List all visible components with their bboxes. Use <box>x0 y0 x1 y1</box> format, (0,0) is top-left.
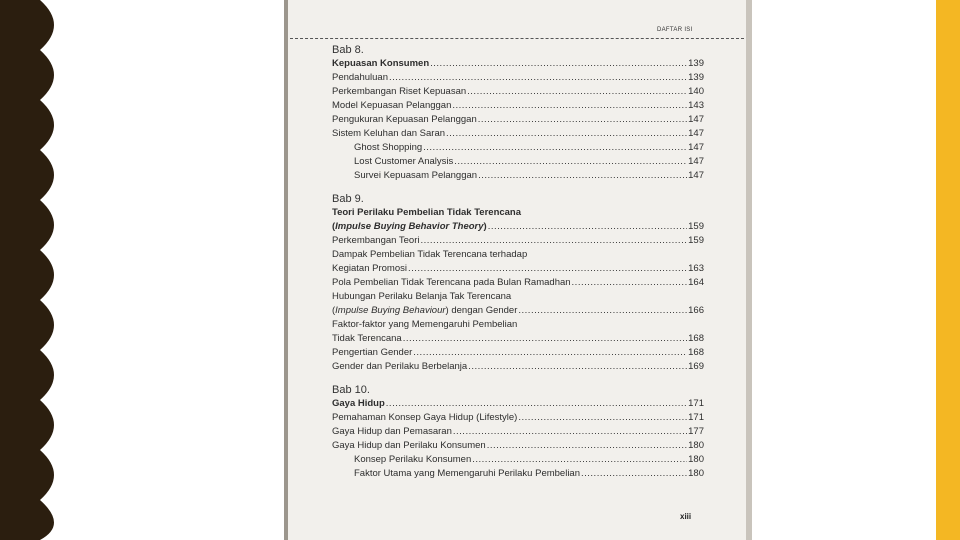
chapter-label: Bab 10. <box>332 384 370 396</box>
leader-dots <box>467 85 687 99</box>
toc-entry: (Impulse Buying Behaviour) dengan Gender ..... 166 <box>332 304 704 318</box>
toc-entry-line: Hubungan Perilaku Belanja Tak Terencana <box>332 291 512 302</box>
toc-entry <box>332 85 704 99</box>
page-number: 140 <box>688 86 704 97</box>
entry-title: Pendahuluan <box>332 72 388 83</box>
page-number: 168 <box>688 347 704 358</box>
entry-title: Survei Kepuasam Pelanggan <box>354 170 478 181</box>
page-number: 180 <box>688 454 704 465</box>
page-number: 168 <box>688 333 704 344</box>
leader-dots <box>518 411 687 425</box>
entry-title: Pengertian Gender <box>332 347 413 358</box>
leader-dots <box>389 71 687 85</box>
toc-entry <box>332 360 704 374</box>
page-number: 147 <box>688 128 704 139</box>
toc-entry <box>332 411 704 425</box>
chapter-10 <box>332 384 704 481</box>
entry-title: Perkembangan Teori <box>332 235 420 246</box>
toc-entry <box>332 453 704 467</box>
leader-dots <box>452 99 687 113</box>
page-number: 159 <box>688 235 704 246</box>
page-number: 164 <box>688 277 704 288</box>
toc-entry <box>332 346 704 360</box>
leader-dots <box>423 141 687 155</box>
toc-entry <box>332 113 704 127</box>
entry-title: Faktor Utama yang Memengaruhi Perilaku Pembelian <box>354 468 580 479</box>
chapter-title: Teori Perilaku Pembelian Tidak Terencana <box>332 207 522 218</box>
entry-title: Gaya Hidup dan Perilaku Konsumen <box>332 440 486 451</box>
page-number: 147 <box>688 114 704 125</box>
entry-title: Sistem Keluhan dan Saran <box>332 128 446 139</box>
page-number: 177 <box>688 426 704 437</box>
toc-entry: (Impulse Buying Behavior Theory) ..... 159 <box>332 220 704 234</box>
chapter-9-entries <box>332 234 704 248</box>
toc-entry-line: Dampak Pembelian Tidak Terencana terhadap <box>332 249 528 260</box>
entry-title: Pola Pembelian Tidak Terencana pada Bulan Ramadhan <box>332 277 571 288</box>
toc-entry <box>332 57 704 71</box>
toc-entry <box>332 71 704 85</box>
page-number: 180 <box>688 440 704 451</box>
toc-entry <box>332 425 704 439</box>
page-number: 147 <box>688 156 704 167</box>
toc-entry <box>332 127 704 141</box>
entry-title: Lost Customer Analysis <box>354 156 454 167</box>
toc-entry <box>332 234 704 248</box>
right-accent-band <box>936 0 960 540</box>
entry-title: Model Kepuasan Pelanggan <box>332 100 452 111</box>
page-header: DAFTAR ISI <box>657 27 693 33</box>
toc-entry <box>332 332 704 346</box>
leader-dots <box>386 397 687 411</box>
leader-dots <box>572 276 688 290</box>
page-number: 166 <box>688 305 704 316</box>
toc-entry <box>332 155 704 169</box>
chapter-label: Bab 9. <box>332 193 364 205</box>
toc-entry <box>332 262 704 276</box>
leader-dots <box>413 346 687 360</box>
page-number: 143 <box>688 100 704 111</box>
page-number: 171 <box>688 412 704 423</box>
leader-dots <box>472 453 687 467</box>
entry-title: Kegiatan Promosi <box>332 263 407 274</box>
page-number: 163 <box>688 263 704 274</box>
leader-dots <box>518 304 687 318</box>
entry-title: Gaya Hidup <box>332 398 385 409</box>
chapter-8-entries <box>332 57 704 183</box>
chapter-9-entries <box>332 332 704 374</box>
entry-title: Konsep Perilaku Konsumen <box>354 454 472 465</box>
chapter-label: Bab 8. <box>332 44 364 56</box>
wavy-edge-decoration <box>28 0 68 540</box>
leader-dots <box>478 169 687 183</box>
entry-title: Kepuasan Konsumen <box>332 58 430 69</box>
leader-dots <box>453 425 687 439</box>
leader-dots <box>408 262 687 276</box>
entry-title: Perkembangan Riset Kepuasan <box>332 86 467 97</box>
toc-entry <box>332 467 704 481</box>
toc-entry <box>332 141 704 155</box>
toc-entry <box>332 397 704 411</box>
entry-title: Ghost Shopping <box>354 142 423 153</box>
page-number: 147 <box>688 170 704 181</box>
toc-entry <box>332 169 704 183</box>
page-number: 147 <box>688 142 704 153</box>
leader-dots <box>446 127 687 141</box>
entry-title: Tidak Terencana <box>332 333 402 344</box>
toc-entry-line: Faktor-faktor yang Memengaruhi Pembelian <box>332 319 518 330</box>
leader-dots <box>454 155 687 169</box>
page-number: 139 <box>688 72 704 83</box>
leader-dots <box>403 332 687 346</box>
page-number: 180 <box>688 468 704 479</box>
toc-entry <box>332 99 704 113</box>
leader-dots <box>421 234 688 248</box>
leader-dots <box>581 467 687 481</box>
chapter-9-entries <box>332 262 704 290</box>
leader-dots <box>468 360 687 374</box>
toc-entry <box>332 276 704 290</box>
entry-title: Pemahaman Konsep Gaya Hidup (Lifestyle) <box>332 412 518 423</box>
entry-title: Gender dan Perilaku Berbelanja <box>332 361 468 372</box>
scan-right-edge <box>746 0 752 540</box>
page-number: 169 <box>688 361 704 372</box>
page-number: 139 <box>688 58 704 69</box>
table-of-contents <box>332 44 704 481</box>
header-rule <box>290 38 744 39</box>
leader-dots <box>430 57 687 71</box>
chapter-9 <box>332 193 704 374</box>
entry-title: Gaya Hidup dan Pemasaran <box>332 426 452 437</box>
page-number: 171 <box>688 398 704 409</box>
chapter-10-entries <box>332 397 704 481</box>
chapter-8 <box>332 44 704 183</box>
leader-dots <box>478 113 687 127</box>
leader-dots <box>488 220 687 234</box>
toc-entry <box>332 439 704 453</box>
leader-dots <box>487 439 687 453</box>
entry-title: Pengukuran Kepuasan Pelanggan <box>332 114 477 125</box>
page-number: 159 <box>688 221 704 232</box>
page-number-footer: xiii <box>680 512 692 521</box>
